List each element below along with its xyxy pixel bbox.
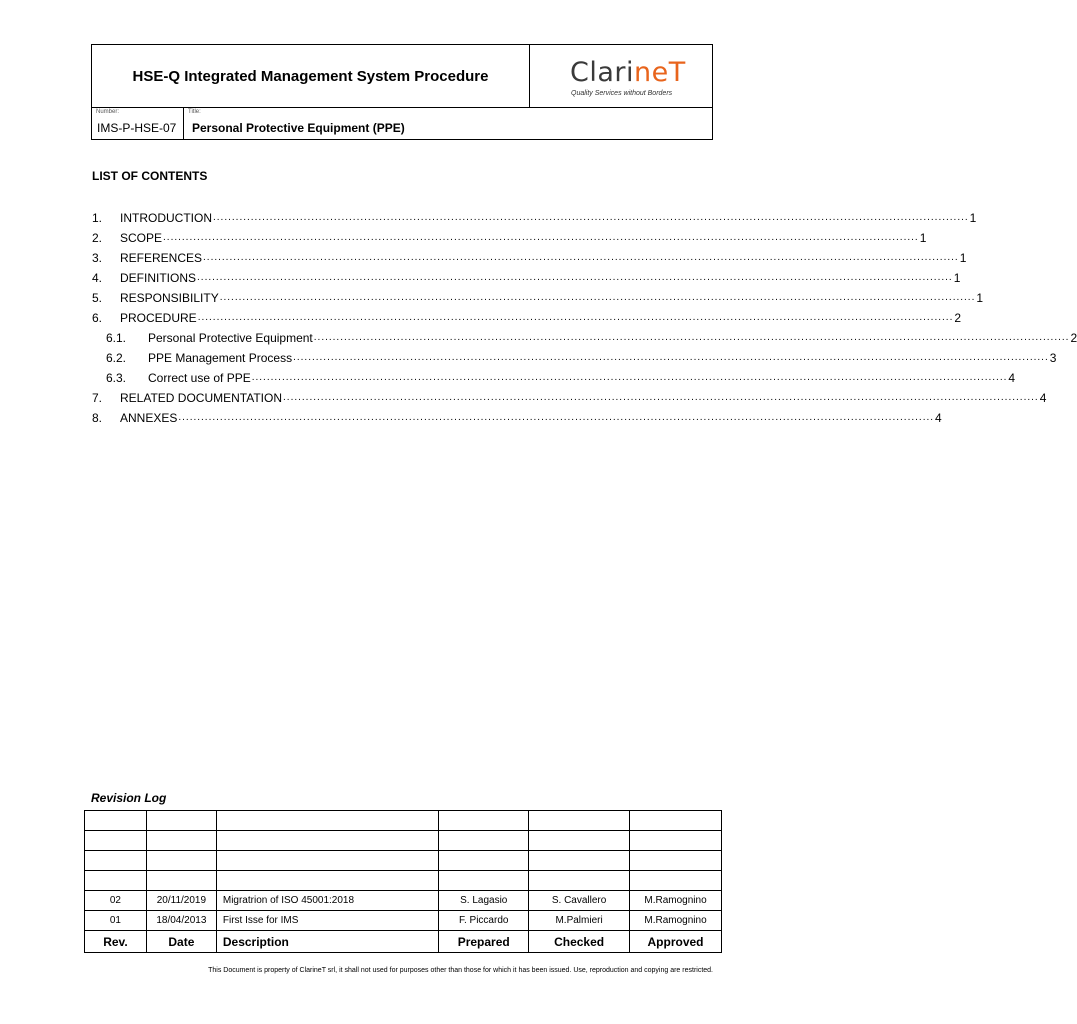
document-number: IMS-P-HSE-07	[97, 121, 177, 135]
revision-cell	[146, 851, 216, 871]
column-header-date: Date	[146, 931, 216, 953]
revision-cell	[216, 831, 438, 851]
toc-heading: LIST OF CONTENTS	[92, 169, 208, 183]
revision-cell	[85, 831, 147, 851]
toc-item-label: INTRODUCTION	[120, 211, 212, 225]
revision-cell	[439, 871, 529, 891]
revision-cell	[630, 811, 722, 831]
revision-cell	[529, 871, 630, 891]
toc-item-number: 1.	[92, 211, 103, 225]
toc-item-number: 6.2.	[106, 351, 127, 365]
document-title: Personal Protective Equipment (PPE)	[192, 121, 405, 135]
toc-item	[92, 408, 942, 428]
revision-cell	[146, 871, 216, 891]
column-header-prepared: Prepared	[439, 931, 529, 953]
toc-item-label: Personal Protective Equipment	[148, 331, 313, 345]
toc-item-label: SCOPE	[120, 231, 163, 245]
toc-leader-dots: ........................................................................................................................................................................................................	[293, 352, 1049, 363]
revision-empty-row	[85, 851, 722, 871]
revision-cell	[630, 851, 722, 871]
revision-checked: S. Cavallero	[529, 891, 630, 911]
column-header-description: Description	[216, 931, 438, 953]
toc-item-number: 6.3.	[106, 371, 127, 385]
toc-item-page: 1	[976, 291, 984, 305]
toc-leader-dots: ........................................................................................................................................................................................................	[219, 292, 976, 303]
revision-row	[85, 911, 722, 931]
toc-item	[92, 208, 977, 228]
toc-item-page: 1	[919, 231, 927, 245]
toc-item-number: 3.	[92, 251, 103, 265]
toc-item	[92, 228, 927, 248]
revision-rev: 02	[85, 891, 147, 911]
toc-item-number: 4.	[92, 271, 103, 285]
toc-leader-dots: ........................................................................................................................................................................................................	[213, 212, 969, 223]
revision-header-row	[85, 931, 722, 953]
revision-date: 20/11/2019	[146, 891, 216, 911]
revision-row	[85, 891, 722, 911]
revision-description: First Isse for IMS	[216, 911, 438, 931]
revision-cell	[439, 831, 529, 851]
toc-item-number: 2.	[92, 231, 103, 245]
toc-item-page: 1	[969, 211, 977, 225]
table-of-contents	[92, 208, 1077, 428]
toc-item-number: 6.	[92, 311, 103, 325]
revision-cell	[439, 851, 529, 871]
toc-item	[92, 348, 1057, 368]
column-header-approved: Approved	[630, 931, 722, 953]
document-title-cell	[184, 108, 712, 139]
toc-leader-dots: ........................................................................................................................................................................................................	[251, 372, 1008, 383]
toc-item	[92, 368, 1016, 388]
revision-description: Migratrion of ISO 45001:2018	[216, 891, 438, 911]
toc-item-number: 6.1.	[106, 331, 127, 345]
toc-item-page: 4	[935, 411, 942, 425]
revision-cell	[529, 851, 630, 871]
number-label: Number:	[96, 109, 120, 115]
toc-item	[92, 388, 1047, 408]
toc-item-page: 1	[953, 271, 961, 285]
column-header-checked: Checked	[529, 931, 630, 953]
toc-leader-dots: ........................................................................................................................................................................................................	[283, 392, 1039, 403]
revision-log-title: Revision Log	[91, 791, 167, 805]
revision-prepared: S. Lagasio	[439, 891, 529, 911]
revision-cell	[216, 851, 438, 871]
toc-item-page: 2	[1070, 331, 1077, 345]
toc-leader-dots: ........................................................................................................................................................................................................	[178, 412, 935, 423]
title-label: Title:	[188, 109, 201, 115]
logo-tagline: Quality Services without Borders	[571, 90, 673, 97]
toc-item-label: DEFINITIONS	[120, 271, 197, 285]
revision-cell	[146, 831, 216, 851]
revision-cell	[529, 811, 630, 831]
toc-item-page: 3	[1049, 351, 1057, 365]
revision-cell	[85, 851, 147, 871]
toc-item-label: RELATED DOCUMENTATION	[120, 391, 283, 405]
revision-log-table	[84, 810, 722, 953]
revision-approved: M.Ramognino	[630, 911, 722, 931]
toc-item-number: 5.	[92, 291, 103, 305]
revision-cell	[439, 811, 529, 831]
toc-item-label: Correct use of PPE	[148, 371, 251, 385]
toc-item-number: 7.	[92, 391, 103, 405]
column-header-rev: Rev.	[85, 931, 147, 953]
toc-item-label: ANNEXES	[120, 411, 178, 425]
revision-cell	[529, 831, 630, 851]
document-header	[91, 44, 713, 140]
revision-date: 18/04/2013	[146, 911, 216, 931]
toc-item	[92, 288, 984, 308]
toc-item	[92, 308, 962, 328]
company-logo	[530, 45, 712, 108]
revision-cell	[630, 831, 722, 851]
toc-item	[92, 268, 961, 288]
toc-item-page: 4	[1008, 371, 1016, 385]
toc-leader-dots: ........................................................................................................................................................................................................	[313, 332, 1070, 343]
revision-cell	[630, 871, 722, 891]
system-title: HSE-Q Integrated Management System Procedure	[92, 45, 530, 108]
toc-leader-dots: ........................................................................................................................................................................................................	[197, 272, 953, 283]
revision-prepared: F. Piccardo	[439, 911, 529, 931]
revision-cell	[146, 811, 216, 831]
toc-item-label: PROCEDURE	[120, 311, 197, 325]
revision-empty-row	[85, 831, 722, 851]
toc-item-page: 4	[1039, 391, 1047, 405]
document-number-cell	[92, 108, 184, 139]
revision-cell	[216, 811, 438, 831]
toc-leader-dots: ........................................................................................................................................................................................................	[163, 232, 919, 243]
toc-item-label: RESPONSIBILITY	[120, 291, 219, 305]
toc-item-page: 2	[954, 311, 962, 325]
revision-rev: 01	[85, 911, 147, 931]
toc-leader-dots: ........................................................................................................................................................................................................	[197, 312, 954, 323]
revision-approved: M.Ramognino	[630, 891, 722, 911]
revision-checked: M.Palmieri	[529, 911, 630, 931]
toc-item-label: PPE Management Process	[148, 351, 293, 365]
toc-item-label: REFERENCES	[120, 251, 203, 265]
revision-cell	[85, 871, 147, 891]
toc-item-number: 8.	[92, 411, 103, 425]
toc-leader-dots: ........................................................................................................................................................................................................	[203, 252, 959, 263]
footer-note: This Document is property of ClarineT srl, it shall not used for purposes other than those for which it has been issued. Use, reproduction and copying are restricted.	[208, 967, 713, 974]
toc-item	[92, 248, 967, 268]
revision-empty-row	[85, 871, 722, 891]
revision-empty-row	[85, 811, 722, 831]
toc-item-page: 1	[959, 251, 967, 265]
logo-wordmark: ClarineT	[570, 57, 686, 88]
revision-cell	[85, 811, 147, 831]
revision-cell	[216, 871, 438, 891]
toc-item	[92, 328, 1077, 348]
